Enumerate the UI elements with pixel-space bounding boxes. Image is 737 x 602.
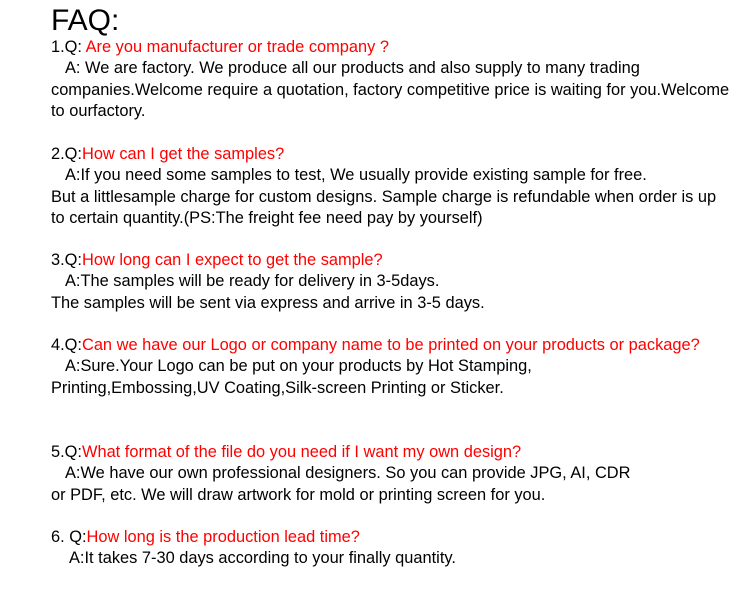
page-title: FAQ: [51, 4, 120, 37]
question-number: 2.Q: [51, 145, 82, 163]
answer-rest: or PDF, etc. We will draw artwork for mold or printing screen for you. [51, 485, 546, 504]
answer-lead: A:Sure.Your Logo can be put on your products by Hot Stamping, [65, 357, 532, 376]
question-line [51, 527, 731, 548]
answer-lead: A:If you need some samples to test, We usually provide existing sample for free. [65, 166, 647, 185]
answer-rest: companies.Welcome require a quotation, factory competitive price is waiting for you.Welcome to ourfactory. [51, 80, 730, 120]
faq-item-6 [51, 527, 731, 570]
question-text: What format of the file do you need if I want my own design? [81, 443, 522, 461]
question-number: 1.Q: [51, 38, 86, 56]
question-text: Can we have our Logo or company name to be printed on your products or package? [81, 336, 700, 354]
question-number: 4.Q: [51, 336, 82, 354]
question-line [51, 250, 731, 271]
question-line [51, 37, 731, 58]
faq-item-3 [51, 250, 731, 314]
answer-rest: The samples will be sent via express and arrive in 3-5 days. [51, 293, 485, 312]
answer-rest: Printing,Embossing,UV Coating,Silk-screen Printing or Sticker. [51, 378, 504, 397]
question-line [51, 442, 731, 463]
faq-item-1 [51, 37, 731, 122]
answer-rest: But a littlesample charge for custom designs. Sample charge is refundable when order is up to certain quantity.(PS:The freight fee need pay by yourself) [51, 187, 717, 227]
answer-lead: A:We have our own professional designers. So you can provide JPG, AI, CDR [65, 464, 631, 483]
question-text: Are you manufacturer or trade company ? [85, 38, 390, 56]
question-text: How long is the production lead time? [86, 528, 360, 546]
faq-item-4 [51, 335, 731, 399]
question-number: 3.Q: [51, 251, 82, 269]
faq-item-2 [51, 144, 731, 229]
question-line [51, 144, 731, 165]
answer-lead: A:It takes 7-30 days according to your finally quantity. [69, 549, 456, 568]
faq-item-5 [51, 442, 731, 506]
question-text: How long can I expect to get the sample? [81, 251, 383, 269]
answer-lead: A:The samples will be ready for delivery in 3-5days. [65, 272, 440, 291]
answer-lead: A: We are factory. We produce all our products and also supply to many trading [65, 59, 640, 78]
question-number: 5.Q: [51, 443, 82, 461]
question-line [51, 335, 731, 356]
question-text: How can I get the samples? [81, 145, 285, 163]
question-number: 6. Q: [51, 528, 87, 546]
